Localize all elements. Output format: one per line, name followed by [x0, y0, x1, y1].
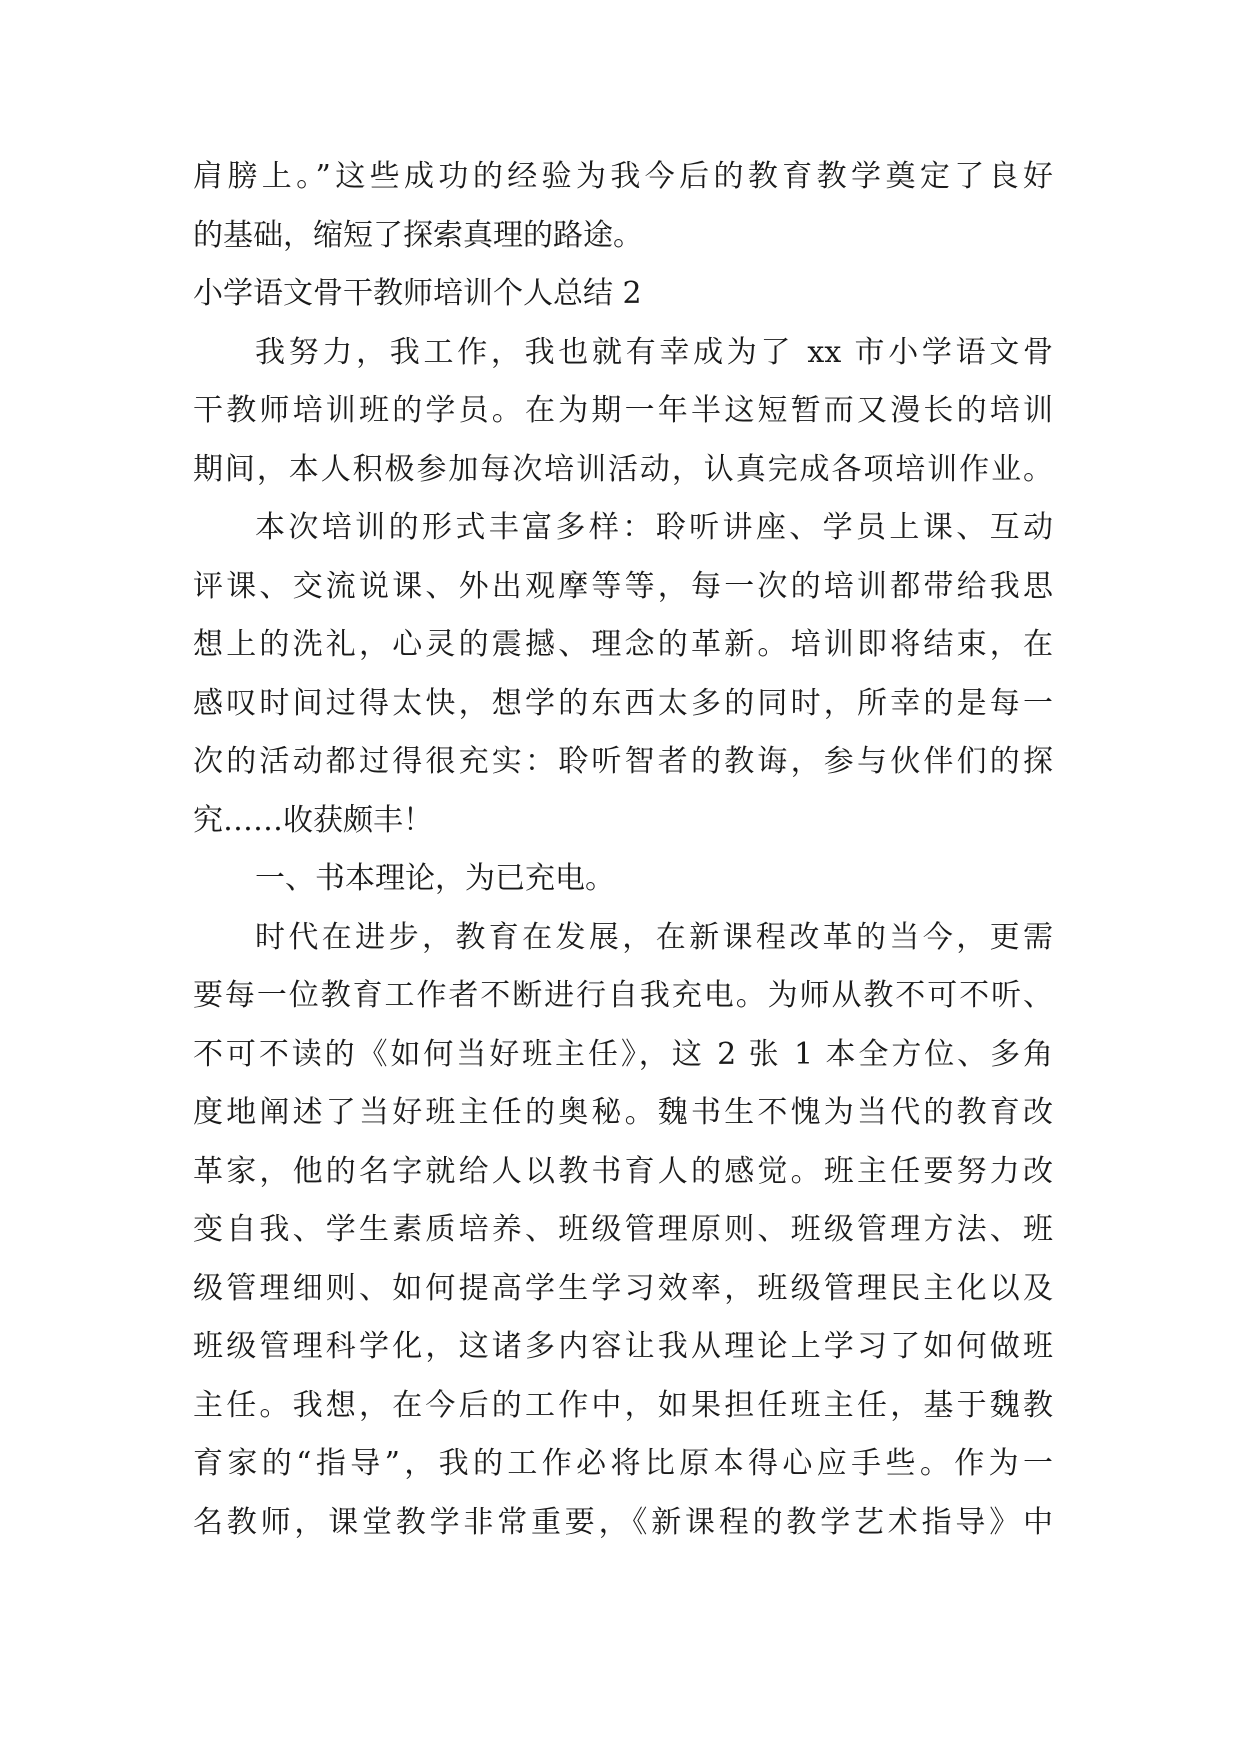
text-line: 级管理细则、如何提高学生学习效率，班级管理民主化以及: [193, 1270, 1053, 1306]
text-line: 的基础，缩短了探索真理的路途。: [193, 217, 643, 253]
section-title: 小学语文骨干教师培训个人总结 2: [193, 276, 642, 311]
text-line: 时代在进步，教育在发展，在新课程改革的当今，更需: [255, 919, 1053, 955]
text-line: 要每一位教育工作者不断进行自我充电。为师从教不可不听、: [193, 978, 1053, 1013]
text-line: 次的活动都过得很充实：聆听智者的教诲，参与伙伴们的探: [193, 744, 1053, 779]
text-line: 变自我、学生素质培养、班级管理原则、班级管理方法、班: [193, 1212, 1053, 1247]
text-line: 班级管理科学化，这诸多内容让我从理论上学习了如何做班: [193, 1329, 1053, 1364]
text-line: 干教师培训班的学员。在为期一年半这短暂而又漫长的培训: [193, 393, 1053, 428]
text-line: 度地阐述了当好班主任的奥秘。魏书生不愧为当代的教育改: [193, 1095, 1053, 1130]
text-line: 不可不读的《如何当好班主任》，这 2 张 1 本全方位、多角: [193, 1036, 1053, 1072]
document-page: [193, 148, 1053, 1552]
text-line: 本次培训的形式丰富多样：聆听讲座、学员上课、互动: [255, 510, 1053, 545]
text-line: 想上的洗礼，心灵的震撼、理念的革新。培训即将结束，在: [193, 627, 1053, 662]
text-line: 主任。我想，在今后的工作中，如果担任班主任，基于魏教: [193, 1387, 1053, 1423]
subheading: 一、书本理论，为已充电。: [255, 861, 615, 896]
text-line: 评课、交流说课、外出观摩等等，每一次的培训都带给我思: [193, 568, 1053, 604]
text-line: 期间，本人积极参加每次培训活动，认真完成各项培训作业。: [193, 451, 1053, 487]
text-line: 我努力，我工作，我也就有幸成为了 xx 市小学语文骨: [255, 334, 1053, 370]
text-line: 究……收获颇丰！: [193, 802, 433, 838]
text-line: 名教师，课堂教学非常重要，《新课程的教学艺术指导》中: [193, 1504, 1053, 1540]
text-line: 感叹时间过得太快，想学的东西太多的同时，所幸的是每一: [193, 685, 1053, 721]
text-line: 育家的“指导”，我的工作必将比原本得心应手些。作为一: [193, 1446, 1053, 1481]
text-line: 肩膀上。”这些成功的经验为我今后的教育教学奠定了良好: [193, 159, 1053, 194]
text-line: 革家，他的名字就给人以教书育人的感觉。班主任要努力改: [193, 1153, 1053, 1189]
